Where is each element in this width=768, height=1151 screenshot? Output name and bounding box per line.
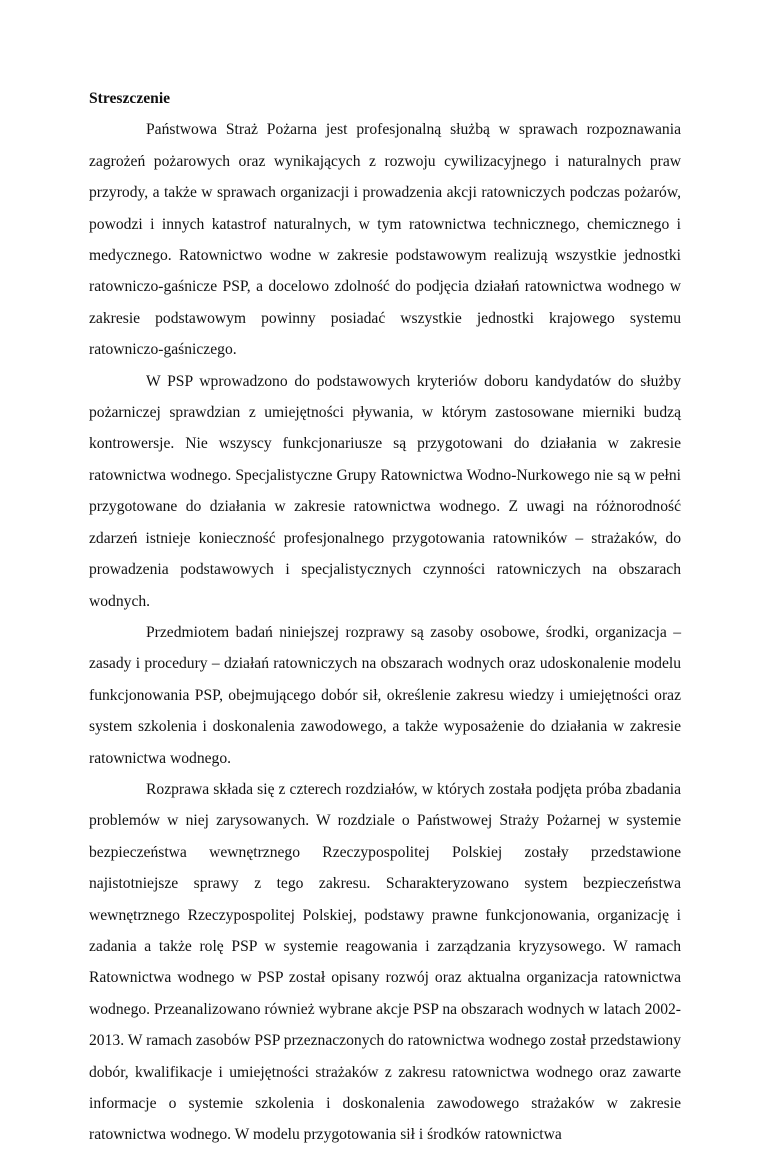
paragraph-1: Państwowa Straż Pożarna jest profesjonalną służbą w sprawach rozpoznawania zagrożeń pożarowych oraz wynikających z rozwoju cywilizacyjnego i naturalnych praw przyrody, a także w sprawach organizacji i prowadzenia akcji ratowniczych podczas pożarów, powodzi i innych katastrof naturalnych, w tym ratownictwa technicznego, chemicznego i medycznego. Ratownictwo wodne w zakresie podstawowym realizują wszystkie jednostki ratowniczo-gaśnicze PSP, a docelowo zdolność do podjęcia działań ratownictwa wodnego w zakresie podstawowym powinny posiadać wszystkie jednostki krajowego systemu ratowniczo-gaśniczego.	[89, 121, 681, 359]
paragraph-4: Rozprawa składa się z czterech rozdziałów, w których została podjęta próba zbadania problemów w niej zarysowanych. W rozdziale o Państwowej Straży Pożarnej w systemie bezpieczeństwa wewnętrznego Rzeczypospolitej Polskiej zostały przedstawione najistotniejsze sprawy z tego zakresu. Scharakteryzowano system bezpieczeństwa wewnętrznego Rzeczypospolitej Polskiej, podstawy prawne funkcjonowania, organizację i zadania a także rolę PSP w systemie reagowania i zarządzania kryzysowego. W ramach Ratownictwa wodnego w PSP został opisany rozwój oraz aktualna organizacja ratownictwa wodnego. Przeanalizowano również wybrane akcje PSP na obszarach wodnych w latach 2002-2013. W ramach zasobów PSP przeznaczonych do ratownictwa wodnego został przedstawiony dobór, kwalifikacje i umiejętności strażaków z zakresu ratownictwa wodnego oraz zawarte informacje o systemie szkolenia i doskonalenia zawodowego strażaków w zakresie ratownictwa wodnego. W modelu przygotowania sił i środków ratownictwa	[89, 780, 681, 1144]
paragraph-2: W PSP wprowadzono do podstawowych kryteriów doboru kandydatów do służby pożarniczej sprawdzian z umiejętności pływania, w którym zastosowane mierniki budzą kontrowersje. Nie wszyscy funkcjonariusze są przygotowani do działania w zakresie ratownictwa wodnego. Specjalistyczne Grupy Ratownictwa Wodno-Nurkowego nie są w pełni przygotowane do działania w zakresie ratownictwa wodnego. Z uwagi na różnorodność zdarzeń istnieje konieczność profesjonalnego przygotowania ratowników – strażaków, do prowadzenia podstawowych i specjalistycznych czynności ratowniczych na obszarach wodnych.	[89, 372, 681, 610]
paragraph-3: Przedmiotem badań niniejszej rozprawy są zasoby osobowe, środki, organizacja – zasady i procedury – działań ratowniczych na obszarach wodnych oraz udoskonalenie modelu funkcjonowania PSP, obejmującego dobór sił, określenie zakresu wiedzy i umiejętności oraz system szkolenia i doskonalenia zawodowego, a także wyposażenie do działania w zakresie ratownictwa wodnego.	[89, 623, 681, 767]
document-page	[89, 83, 681, 1151]
section-heading: Streszczenie	[89, 90, 171, 107]
